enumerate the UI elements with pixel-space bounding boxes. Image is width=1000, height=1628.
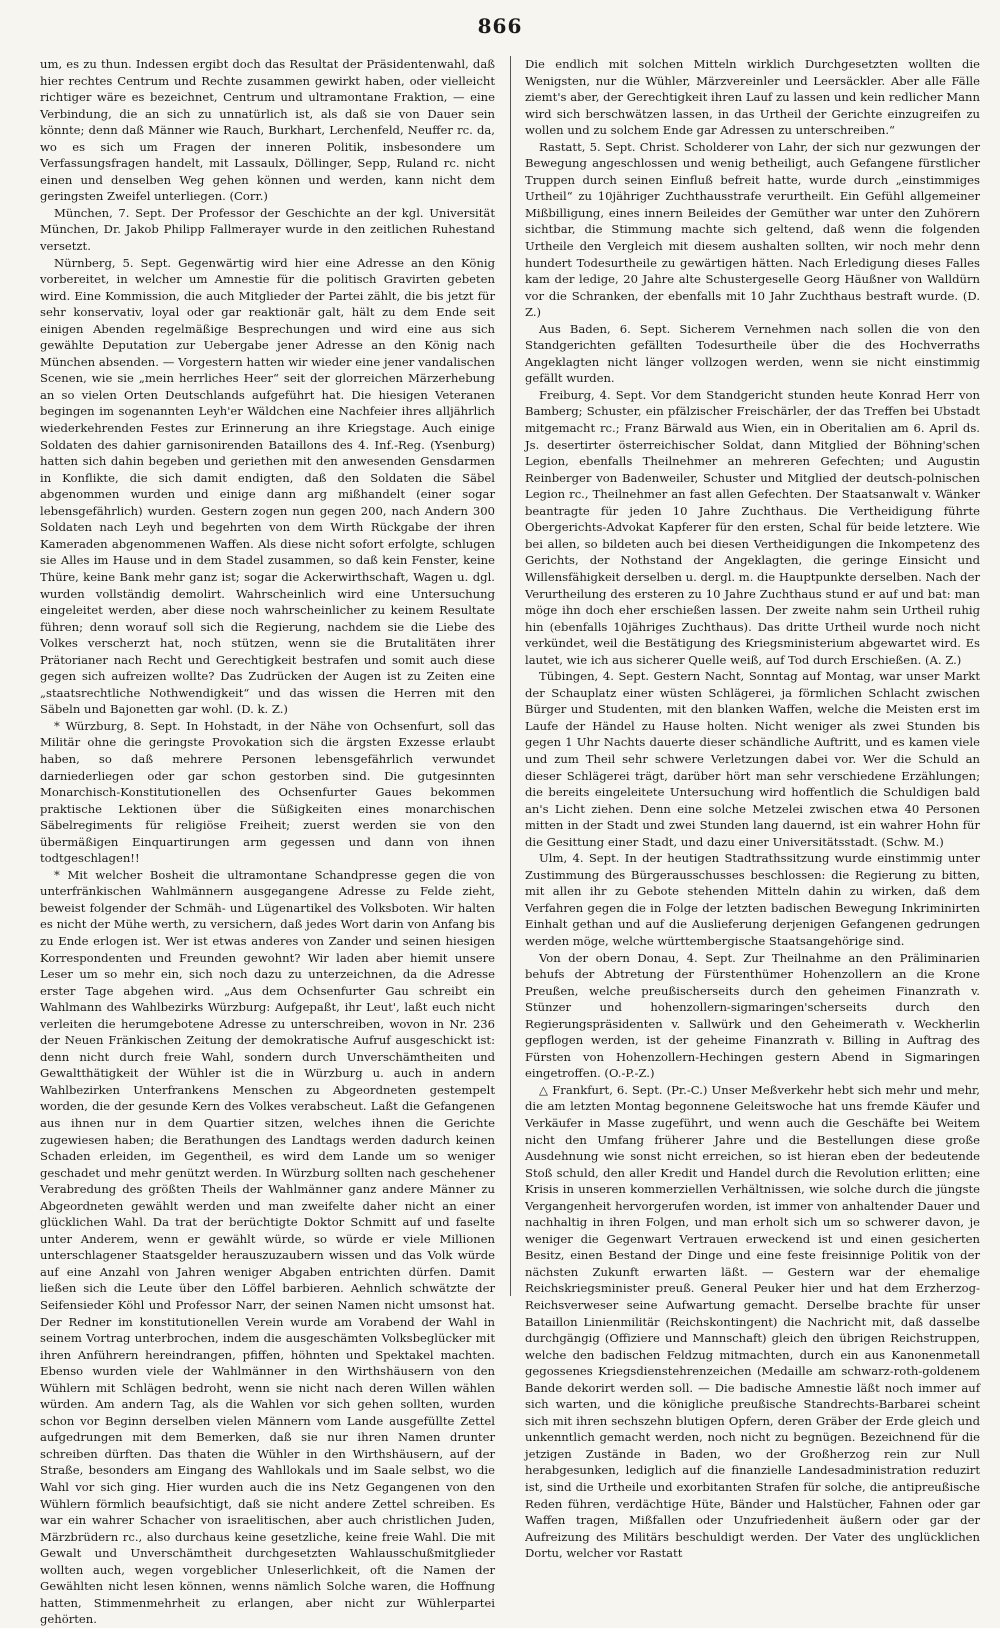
- article-paragraph: um, es zu thun. Indessen ergibt doch das Resultat der Präsidentenwahl, daß hier rechtes Centrum und Rechte zusammen gewirkt haben, oder vielleicht richtiger wäre es bezeichnet, Centrum und ultramontane Fraktion, — eine Verbindung, die an sich zu unnatürlich ist, als daß sie von Dauer sein könnte; denn daß Männer wie Rauch, Burkhart, Lerchenfeld, Neuffer rc. da, wo es sich um Fragen der inneren Politik, insbesondere um Verfassungsfragen handelt, mit Lassaulx, Döllinger, Sepp, Ruland rc. nicht einen und denselben Weg gehen können und werden, kann nicht dem geringsten Zweifel unterliegen. (Corr.): [40, 57, 495, 204]
- article-paragraph: Freiburg, 4. Sept. Vor dem Standgericht stunden heute Konrad Herr von Bamberg; Schuster, ein pfälzischer Freischärler, der das Treffen bei Ubstadt mitgemacht rc.; Franz Bärwald aus Wien, ein in Oberitalien am 6. April ds. Js. desertirter österreichischer Soldat, dann Mitglied der Böhning'schen Legion, ebenfalls Theilnehmer an mehreren Gefechten; und Augustin Reinberger von Badenweiler, Schuster und Mitglied der deutsch-polnischen Legion rc., Theilnehmer an fast allen Gefechten. Der Staatsanwalt v. Wänker beantragte für jeden 10 Jahre Zuchthaus. Die Vertheidigung führte Obergerichts-Advokat Kapferer für den ersten, Schal für beide letztere. Wie bei allen, so bildeten auch bei diesen Vertheidigungen die Inkompetenz des Gerichts, der Nothstand der Angeklagten, die geringe Einsicht und Willensfähigkeit derselben u. dergl. m. die Hauptpunkte derselben. Nach der Verurtheilung des ersteren zu 10 Jahre Zuchthaus stund er auf und bat: man möge ihn doch eher erschießen lassen. Der zweite nahm sein Urtheil ruhig hin (ebenfalls 10jähriges Zuchthaus). Das dritte Urtheil wurde noch nicht verkündet, weil die Bestätigung des Kriegsministerium abgewartet wird. Es lautet, wie ich aus sicherer Quelle weiß, auf Tod durch Erschießen. (A. Z.): [525, 387, 980, 667]
- article-paragraph: Von der obern Donau, 4. Sept. Zur Theilnahme an den Präliminarien behufs der Abtretung der Fürstenthümer Hohenzollern an die Krone Preußen, welche preußischerseits durch den geheimen Finanzrath v. Stünzer und hohenzollern-sigmaringen'scherseits durch den Regierungspräsidenten v. Sallwürk und den Geheimerath v. Weckherlin gepflogen werden, ist der geheime Finanzrath v. Billing in Auftrag des Fürsten von Hohenzollern-Hechingen gestern Abend in Sigmaringen eingetroffen. (O.-P.-Z.): [525, 950, 980, 1081]
- article-paragraph: Nürnberg, 5. Sept. Gegenwärtig wird hier eine Adresse an den König vorbereitet, in welcher um Amnestie für die politisch Gravirten gebeten wird. Eine Kommission, die auch Mitglieder der Partei zählt, die bis jetzt für sehr konservativ, loyal oder gar reaktionär galt, hält zu dem Ende seit einigen Abenden regelmäßige Besprechungen und wird eine aus sich gewählte Deputation zur Uebergabe jener Adresse an den König nach München absenden. — Vorgestern hatten wir wieder eine jener vandalischen Scenen, wie sie „mein herrliches Heer“ seit der glorreichen Märzerhebung an so vielen Orten Deutschlands aufgeführt hat. Die hiesigen Veteranen begingen im sogenannten Leyh'er Wäldchen eine Nachfeier ihres alljährlich wiederkehrenden Festes zur Erinnerung an ihre Kriegstage. Auch einige Soldaten des dahier garnisonirenden Bataillons des 4. Inf.-Reg. (Ysenburg) hatten sich dahin begeben und geriethen mit den anwesenden Gensdarmen in Konflikte, die sich damit endigten, daß den Soldaten die Säbel abgenommen wurden und einige dann arg mißhandelt (einer sogar lebensgefährlich) wurden. Gestern zogen nun gegen 200, nach Andern 300 Soldaten nach Leyh und begehrten von dem Wirth Rückgabe der ihren Kameraden abgenommenen Waffen. Als diese nicht sofort erfolgte, schlugen sie Alles im Hause und in dem Stadel zusammen, so daß kein Fenster, keine Thüre, keine Bank mehr ganz ist; sogar die Ackerwirthschaft, Wagen u. dgl. wurden vollständig demolirt. Wahrscheinlich wird eine Untersuchung eingeleitet werden, aber diese noch wahrscheinlicher zu keinem Resultate führen; denn worauf soll sich die Regierung, nachdem sie die Liebe des Volkes verscherzt hat, noch stützen, wenn sie die Brutalitäten ihrer Prätorianer nach Recht und Gerechtigkeit bestrafen und somit auch diese gegen sich aufreizen wollte? Das Zudrücken der Augen ist zu Zeiten eine „staatsrechtliche Nothwendigkeit“ und das wissen die Herren mit den Säbeln und Bajonetten gar wohl. (D. k. Z.): [40, 255, 495, 717]
- left-column: [40, 56, 495, 1627]
- page-number: 866: [477, 14, 523, 38]
- column-divider: [510, 56, 511, 1296]
- right-column: [525, 56, 980, 1561]
- article-paragraph: * Mit welcher Bosheit die ultramontane Schandpresse gegen die von unterfränkischen Wahlmännern ausgegangene Adresse zu Felde zieht, beweist folgender der Schmäh- und Lügenartikel des Volksboten. Wir halten es nicht der Mühe werth, zu versichern, daß jedes Wort darin von Anfang bis zu Ende erlogen ist. Wer ist etwas anderes von Zander und seinen hiesigen Korrespondenten und Freunden gewohnt? Wir laden aber hiemit unsere Leser um so mehr ein, sich noch dazu zu unterzeichnen, da die Adresse erster Tage abgehen wird. „Aus dem Ochsenfurter Gau schreibt ein Wahlmann des Wahlbezirks Würzburg: Aufgepaßt, ihr Leut', laßt euch nicht verleiten die herumgebotene Adresse zu unterschreiben, wovon in Nr. 236 der Neuen Fränkischen Zeitung der demokratische Aufruf ausgeschickt ist: denn nicht durch freie Wahl, sondern durch Unverschämtheiten und Gewaltthätigkeit der Wühler ist die in Würzburg u. auch in andern Wahlbezirken Unterfrankens Menschen zu Abgeordneten gestempelt worden, die der gesunde Kern des Volkes verabscheut. Laßt die Gefangenen aus ihnen nur in dem Quartier sitzen, welches ihnen die Gerichte zugewiesen haben; die Berathungen des Landtags werden dadurch keinen Schaden erleiden, im Gegentheil, es wird dem Lande um so weniger geschadet und mehr genützt werden. In Würzburg sollten nach geschehener Verabredung des größten Theils der Wahlmänner ganz andere Männer zu Abgeordneten gewählt werden und man zweifelte daher nicht an einer glücklichen Wahl. Da trat der berüchtigte Doktor Schmitt auf und faselte unter Anderem, wenn er gewählt würde, so würde er viele Millionen unterschlagener Staatsgelder herauszuzaubern wissen und das Volk würde auf eine Anzahl von Jahren weniger Abgaben entrichten dürfen. Damit ließen sich die Leute über den Löffel barbieren. Aehnlich schwätzte der Seifensieder Köhl und Professor Narr, der seinen Namen nicht umsonst hat. Der Redner im konstitutionellen Verein wurde am Vorabend der Wahl in seinem Vortrag unterbrochen, indem die ausgeschämten Volksbeglücker mit ihren Anführern hereindrangen, pfiffen, höhnten und Spektakel machten. Ebenso wurden viele der Wahlmänner in den Wirthshäusern von den Wühlern mit Schlägen bedroht, wenn sie nicht nach deren Willen wählen würden. Am andern Tag, als die Wahlen vor sich gehen sollten, wurden schon vor Beginn derselben vielen Männern vom Lande ausgefüllte Zettel aufgedrungen mit dem Bemerken, daß sie nur ihren Namen drunter schreiben dürften. Das thaten die Wühler in den Wirthshäusern, auf der Straße, besonders am Eingang des Wahllokals und im Saale selbst, wo die Wahl vor sich ging. Hier wurden auch die ins Netz Gegangenen von den Wühlern förmlich beaufsichtigt, daß sie nicht andere Zettel schreiben. Es war ein wahrer Schacher von israelitischen, aber auch christlichen Juden, Märzbrüdern rc., also durchaus keine gesetzliche, keine freie Wahl. Die mit Gewalt und Unverschämtheit durchgesetzten Wahlausschußmitglieder wollten auch, wegen vorgeblicher Unleserlichkeit, oft die Namen der Gewählten nicht lesen können, wenns nämlich Solche waren, die Hoffnung hatten, Stimmenmehrheit zu erlangen, aber nicht zur Wühlerpartei gehörten.: [40, 867, 495, 1627]
- article-paragraph: Aus Baden, 6. Sept. Sicherem Vernehmen nach sollen die von den Standgerichten gefällten Todesurtheile über die des Hochverraths Angeklagten nicht länger vollzogen werden, wenn sie nicht einstimmig gefällt wurden.: [525, 321, 980, 386]
- article-paragraph: München, 7. Sept. Der Professor der Geschichte an der kgl. Universität München, Dr. Jakob Philipp Fallmerayer wurde in den zeitlichen Ruhestand versetzt.: [40, 205, 495, 254]
- article-paragraph: Rastatt, 5. Sept. Christ. Scholderer von Lahr, der sich nur gezwungen der Bewegung angeschlossen und wenig betheiligt, auch Gefangene fürstlicher Truppen durch seinen Einfluß befreit hatte, wurde durch „einstimmiges Urtheil“ zu 10jähriger Zuchthausstrafe verurtheilt. Ein Gefühl allgemeiner Mißbilligung, eines innern Beileides der Gemüther war unter den Zuhörern sichtbar, die Stimmung machte sich geltend, daß wenn die folgenden Urtheile den Vergleich mit diesem aushalten sollten, wir noch mehr denn hundert Todesurtheile zu gewärtigen hätten. Nach Erledigung dieses Falles kam der ledige, 20 Jahre alte Schustergeselle Georg Häußner von Walldürn vor die Schranken, der ebenfalls mit 10 Jahr Zuchthaus bestraft wurde. (D. Z.): [525, 139, 980, 320]
- article-paragraph: Die endlich mit solchen Mitteln wirklich Durchgesetzten wollten die Wenigsten, nur die Wühler, Märzvereinler und Leersäckler. Aber alle Fälle ziemt's aber, der Gerechtigkeit ihren Lauf zu lassen und kein redlicher Mann wird sich berschwätzen lassen, in das Urtheil der Gerichte einzugreifen zu wollen und zu solchem Ende gar Adressen zu unterschreiben.“: [525, 57, 980, 138]
- article-paragraph: * Würzburg, 8. Sept. In Hohstadt, in der Nähe von Ochsenfurt, soll das Militär ohne die geringste Provokation sich die ärgsten Exzesse erlaubt haben, so daß mehrere Personen lebensgefährlich verwundet darniederliegen oder gar schon gestorben sind. Die gutgesinnten Monarchisch-Konstitutionellen des Ochsenfurter Gaues bekommen praktische Lektionen über die Süßigkeiten eines monarchischen Säbelregiments für religiöse Freiheit; zuerst werden sie von den übermäßigen Einquartirungen arm gegessen und dann von ihnen todtgeschlagen!!: [40, 718, 495, 866]
- article-paragraph: △ Frankfurt, 6. Sept. (Pr.-C.) Unser Meßverkehr hebt sich mehr und mehr, die am letzten Montag begonnene Geleitswoche hat uns fremde Käufer und Verkäufer in Masse zugeführt, und wenn auch die Geschäfte bei Weitem nicht den Umfang früherer Jahre und die Bestellungen diese große Ausdehnung wie sonst nicht erreichen, so ist hieran eben der bedeutende Stoß schuld, den aller Kredit und Handel durch die Revolution erlitten; eine Krisis in unseren kommerziellen Verhältnissen, wie solche durch die jüngste Vergangenheit hervorgerufen worden, ist immer von anhaltender Dauer und nachhaltig in ihren Folgen, und man erholt sich um so schwerer davon, je weniger die Gegenwart Vertrauen erweckend ist und einen gesicherten Besitz, einen Bestand der Dinge und eine feste freisinnige Politik von der nächsten Zukunft erwarten läßt. — Gestern war der ehemalige Reichskriegsminister preuß. General Peuker hier und hat dem Erzherzog-Reichsverweser seine Aufwartung gemacht. Derselbe brachte für unser Bataillon Linienmilitär (Reichskontingent) die Nachricht mit, daß dasselbe durchgängig (Offiziere und Mannschaft) gleich den übrigen Reichstruppen, welche den badischen Feldzug mitmachten, durch ein aus Kanonenmetall gegossenes Kriegsdienstehrenzeichen (Medaille am schwarz-roth-goldenem Bande dekorirt werden soll. — Die badische Amnestie läßt noch immer auf sich warten, und die königliche preußische Standrechts-Barbarei scheint sich mit ihren sechszehn blutigen Opfern, deren Gräber der Erde gleich und unkenntlich gemacht werden, noch nicht zu begnügen. Bezeichnend für die jetzigen Zustände in Baden, wo der Großherzog rein zur Null herabgesunken, lediglich auf die finanzielle Landesadministration reduzirt ist, sind die Urtheile und exorbitanten Strafen für solche, die antipreußische Reden führen, verdächtige Hüte, Bänder und Halstücher, Fahnen oder gar Waffen tragen, Mißfallen oder Unzufriedenheit äußern oder gar der Aufreizung des Militärs beschuldigt werden. Der Vater des unglücklichen Dortu, welcher vor Rastatt: [525, 1082, 980, 1561]
- article-paragraph: Tübingen, 4. Sept. Gestern Nacht, Sonntag auf Montag, war unser Markt der Schauplatz einer wüsten Schlägerei, ja förmlichen Schlacht zwischen Bürger und Studenten, mit den blanken Waffen, welche die Meisten erst im Laufe der Händel zu Hause holten. Nicht weniger als zwei Stunden bis gegen 1 Uhr Nachts dauerte dieser schändliche Auftritt, und es kamen viele und zum Theil sehr schwere Verletzungen dabei vor. Wer die Schuld an dieser Schlägerei trägt, darüber hört man sehr verschiedene Erzählungen; die bereits eingeleitete Untersuchung wird hoffentlich die Schuldigen bald an's Licht ziehen. Denn eine solche Metzelei zwischen etwa 40 Personen mitten in der Stadt und zwei Stunden lang dauernd, ist ein wahrer Hohn für die Gesittung einer Stadt, und dazu einer Universitätsstadt. (Schw. M.): [525, 669, 980, 849]
- article-paragraph: Ulm, 4. Sept. In der heutigen Stadtrathssitzung wurde einstimmig unter Zustimmung des Bürgerausschusses beschlossen: die Regierung zu bitten, mit allen ihr zu Gebote stehenden Mitteln dahin zu wirken, daß dem Verfahren gegen die in Folge der letzten badischen Bewegung Inkriminirten Einhalt gethan und auf die Auslieferung derjenigen Gefangenen gedrungen werden möge, welche württembergische Staatsangehörige sind.: [525, 851, 980, 948]
